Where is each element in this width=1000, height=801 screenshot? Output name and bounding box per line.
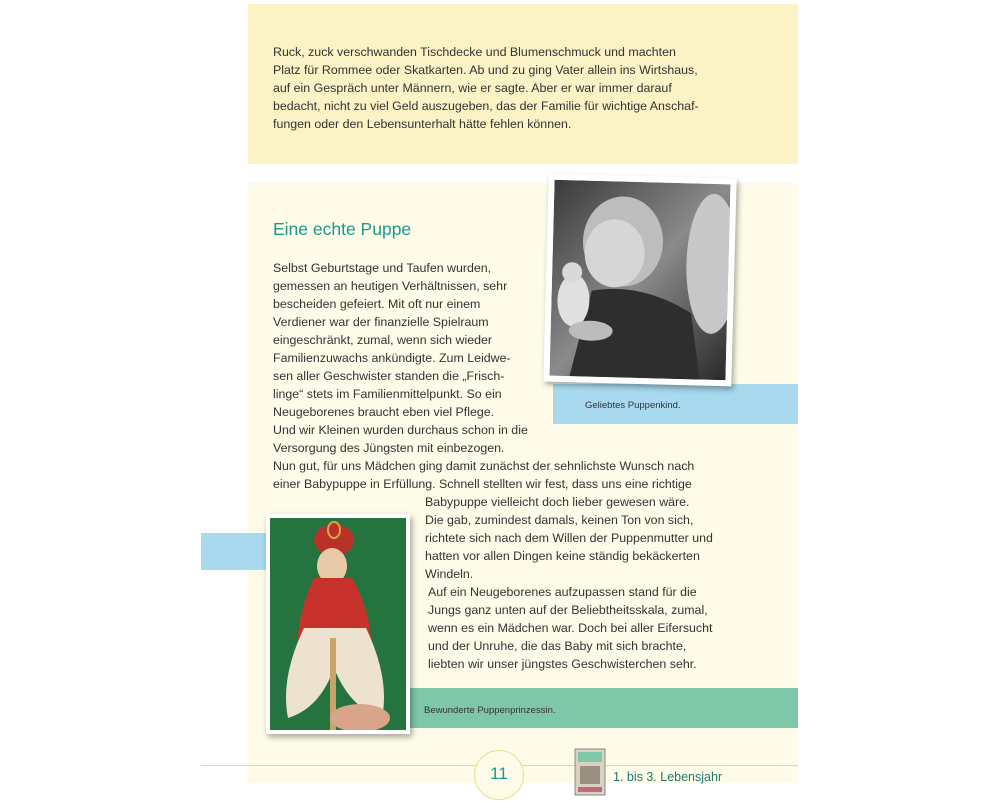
text-line: Neugeborenes braucht eben viel Pflege. xyxy=(273,405,495,419)
photo-child-with-doll xyxy=(543,174,736,387)
text-line: eingeschränkt, zumal, wenn sich wieder xyxy=(273,333,493,347)
text-line: Die gab, zumindest damals, keinen Ton von sich, xyxy=(425,513,694,527)
text-line: bescheiden gefeiert. Mit oft nur einem xyxy=(273,297,481,311)
text-line: Versorgung des Jüngsten mit einbezogen. xyxy=(273,441,505,455)
top-paragraph xyxy=(273,43,783,133)
text-line: fungen oder den Lebensunterhalt hätte fehlen können. xyxy=(273,117,572,131)
book-cover-icon xyxy=(574,748,606,796)
photo2-caption: Bewunderte Puppenprinzessin. xyxy=(424,705,556,716)
text-line: Jungs ganz unten auf der Beliebtheitsskala, zumal, xyxy=(428,603,708,617)
text-line: Babypuppe vielleicht doch lieber gewesen wäre. xyxy=(425,495,690,509)
photo1-caption: Geliebtes Puppenkind. xyxy=(585,400,681,411)
text-line: Platz für Rommee oder Skatkarten. Ab und zu ging Vater allein ins Wirtshaus, xyxy=(273,63,698,77)
text-line: Verdiener war der finanzielle Spielraum xyxy=(273,315,489,329)
text-line: Ruck, zuck verschwanden Tischdecke und Blumenschmuck und machten xyxy=(273,45,676,59)
text-line: auf ein Gespräch unter Männern, wie er sagte. Aber er war immer darauf xyxy=(273,81,672,95)
text-line: Selbst Geburtstage und Taufen wurden, xyxy=(273,261,492,275)
text-line: richtete sich nach dem Willen der Puppenmutter und xyxy=(425,531,713,545)
text-line: Und wir Kleinen wurden durchaus schon in die xyxy=(273,423,528,437)
chapter-label: 1. bis 3. Lebensjahr xyxy=(613,770,723,784)
text-line: sen aller Geschwister standen die „Frisch- xyxy=(273,369,505,383)
text-line: wenn es ein Mädchen war. Doch bei aller Eifersucht xyxy=(428,621,713,635)
text-line: Nun gut, für uns Mädchen ging damit zunächst der sehnlichste Wunsch nach xyxy=(273,459,695,473)
text-line: Auf ein Neugeborenes aufzupassen stand für die xyxy=(428,585,697,599)
text-line: linge“ stets im Familienmittelpunkt. So ein xyxy=(273,387,502,401)
text-line: hatten vor allen Dingen keine ständig bekäckerten xyxy=(425,549,700,563)
text-line: Windeln. xyxy=(425,567,474,581)
text-line: liebten wir unser jüngstes Geschwisterchen sehr. xyxy=(428,657,697,671)
text-line: und der Unruhe, die das Baby mit sich brachte, xyxy=(428,639,687,653)
text-line: einer Babypuppe in Erfüllung. Schnell stellten wir fest, dass uns eine richtige xyxy=(273,477,692,491)
top-text-box xyxy=(248,4,798,164)
text-line: Familienzuwachs ankündigte. Zum Leidwe- xyxy=(273,351,511,365)
photo-doll-princess xyxy=(266,514,410,734)
decorative-strip xyxy=(201,533,271,570)
text-line: gemessen an heutigen Verhältnissen, sehr xyxy=(273,279,508,293)
page-number: 11 xyxy=(490,764,508,783)
section-heading: Eine echte Puppe xyxy=(273,219,412,239)
text-line: bedacht, nicht zu viel Geld auszugeben, das der Familie für wichtige Anschaf- xyxy=(273,99,699,113)
